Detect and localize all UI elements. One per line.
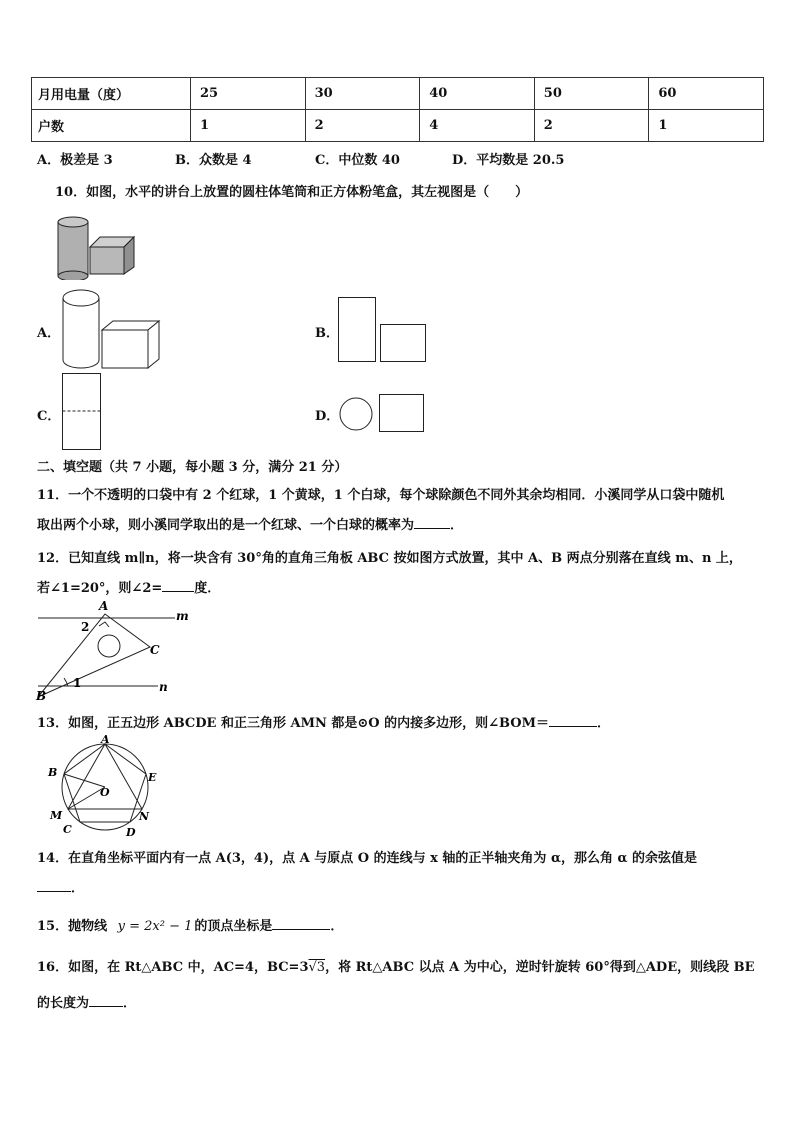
table-row xyxy=(32,78,764,110)
q10-option-c-label: C． xyxy=(37,409,61,424)
q14-line-2 xyxy=(37,877,84,896)
answer-blank xyxy=(549,713,597,727)
vertex-label-e: E xyxy=(148,771,157,784)
q13-line xyxy=(37,712,610,731)
vertex-label-m: M xyxy=(50,809,63,822)
q16-line-2 xyxy=(37,992,136,1011)
parabola-formula: y = 2x² − 1 xyxy=(117,919,193,934)
q10-option-c-figure xyxy=(59,370,105,452)
table-header-cell: 户数 xyxy=(32,110,191,142)
table-cell: 60 xyxy=(649,78,764,110)
q9-option-c: C．中位数 40 xyxy=(315,153,400,168)
sqrt-three: √3 xyxy=(308,960,326,975)
line-label-m: m xyxy=(176,609,189,623)
answer-blank xyxy=(89,993,123,1007)
table-cell: 40 xyxy=(420,78,535,110)
vertex-label-n: N xyxy=(139,810,150,823)
q15-line xyxy=(37,915,343,934)
table-cell: 2 xyxy=(534,110,649,142)
q13-end: ． xyxy=(596,716,610,731)
q10-option-d-label: D． xyxy=(315,409,340,424)
electricity-table xyxy=(31,77,764,142)
q11-end: ． xyxy=(450,518,464,533)
q12-line-2 xyxy=(37,577,220,596)
table-cell: 1 xyxy=(191,110,306,142)
q13-text: 13．如图，正五边形 ABCDE 和正三角形 AMN 都是⊙O 的内接多边形，则∠BOM＝ xyxy=(37,716,549,731)
vertex-label-a: A xyxy=(101,733,110,746)
table-cell: 2 xyxy=(305,110,420,142)
answer-blank xyxy=(162,578,194,592)
vertex-label-a: A xyxy=(99,599,109,613)
q12-figure xyxy=(33,598,193,702)
table-row xyxy=(32,110,764,142)
q12-line-1: 12．已知直线 m∥n，将一块含有 30°角的直角三角板 ABC 按如图方式放置，其中 A、B 两点分别落在直线 m、n 上， xyxy=(37,551,742,566)
angle-label-1: 1 xyxy=(73,676,82,690)
table-cell: 30 xyxy=(305,78,420,110)
q15-post: 的顶点坐标是 xyxy=(194,919,273,934)
answer-blank xyxy=(414,515,450,529)
q10-main-figure xyxy=(52,212,138,280)
table-cell: 1 xyxy=(649,110,764,142)
q10-option-b-label: B． xyxy=(315,326,339,341)
q16-text-b: ，将 Rt△ABC 以点 A 为中心，逆时针旋转 60°得到△ADE，则线段 BE xyxy=(325,960,755,975)
table-cell: 25 xyxy=(191,78,306,110)
vertex-label-d: D xyxy=(126,826,136,837)
q15-pre: 15．抛物线 xyxy=(37,919,108,934)
q10-option-b-figure xyxy=(336,295,428,365)
q12-text: 若∠1=20°，则∠2= xyxy=(37,581,163,596)
q11-line-2 xyxy=(37,514,463,533)
q16-text-a: 16．如图，在 Rt△ABC 中，AC=4，BC=3 xyxy=(37,960,309,975)
answer-blank xyxy=(272,916,330,930)
vertex-label-b: B xyxy=(48,766,58,779)
q10-stem: 10．如图，水平的讲台上放置的圆柱体笔筒和正方体粉笔盒，其左视图是（ ） xyxy=(55,185,529,200)
q10-option-a-label: A． xyxy=(37,326,61,341)
vertex-label-c: C xyxy=(63,823,72,836)
q10-option-a-figure xyxy=(60,288,162,372)
q14-end: ． xyxy=(71,881,85,896)
q16-line-1 xyxy=(37,956,755,975)
q15-end: ． xyxy=(330,919,344,934)
table-cell: 50 xyxy=(534,78,649,110)
q10-option-d-figure xyxy=(338,392,426,434)
angle-label-2: 2 xyxy=(81,620,90,634)
q16-text-c: 的长度为 xyxy=(37,996,90,1011)
q14-line-1: 14．在直角坐标平面内有一点 A(3，4)，点 A 与原点 O 的连线与 x 轴的正半轴夹角为 α，那么角 α 的余弦值是 xyxy=(37,851,697,866)
table-cell: 4 xyxy=(420,110,535,142)
q9-option-d: D．平均数是 20.5 xyxy=(452,153,565,168)
vertex-label-c: C xyxy=(150,643,160,657)
q11-line-1: 11．一个不透明的口袋中有 2 个红球，1 个黄球，1 个白球，每个球除颜色不同外其余均相同．小溪同学从口袋中随机 xyxy=(37,488,725,503)
q12-end: 度． xyxy=(194,581,221,596)
q13-figure xyxy=(44,733,160,837)
answer-blank xyxy=(37,878,71,892)
q16-end: ． xyxy=(123,996,137,1011)
table-header-cell: 月用电量（度） xyxy=(32,78,191,110)
center-label-o: O xyxy=(100,786,110,799)
line-label-n: n xyxy=(159,680,168,694)
section-2-heading: 二、填空题（共 7 小题，每小题 3 分，满分 21 分） xyxy=(37,460,348,475)
q9-option-b: B．众数是 4 xyxy=(175,153,252,168)
vertex-label-b: B xyxy=(36,689,47,702)
q9-option-a: A．极差是 3 xyxy=(37,153,113,168)
q11-text: 取出两个小球，则小溪同学取出的是一个红球、一个白球的概率为 xyxy=(37,518,415,533)
